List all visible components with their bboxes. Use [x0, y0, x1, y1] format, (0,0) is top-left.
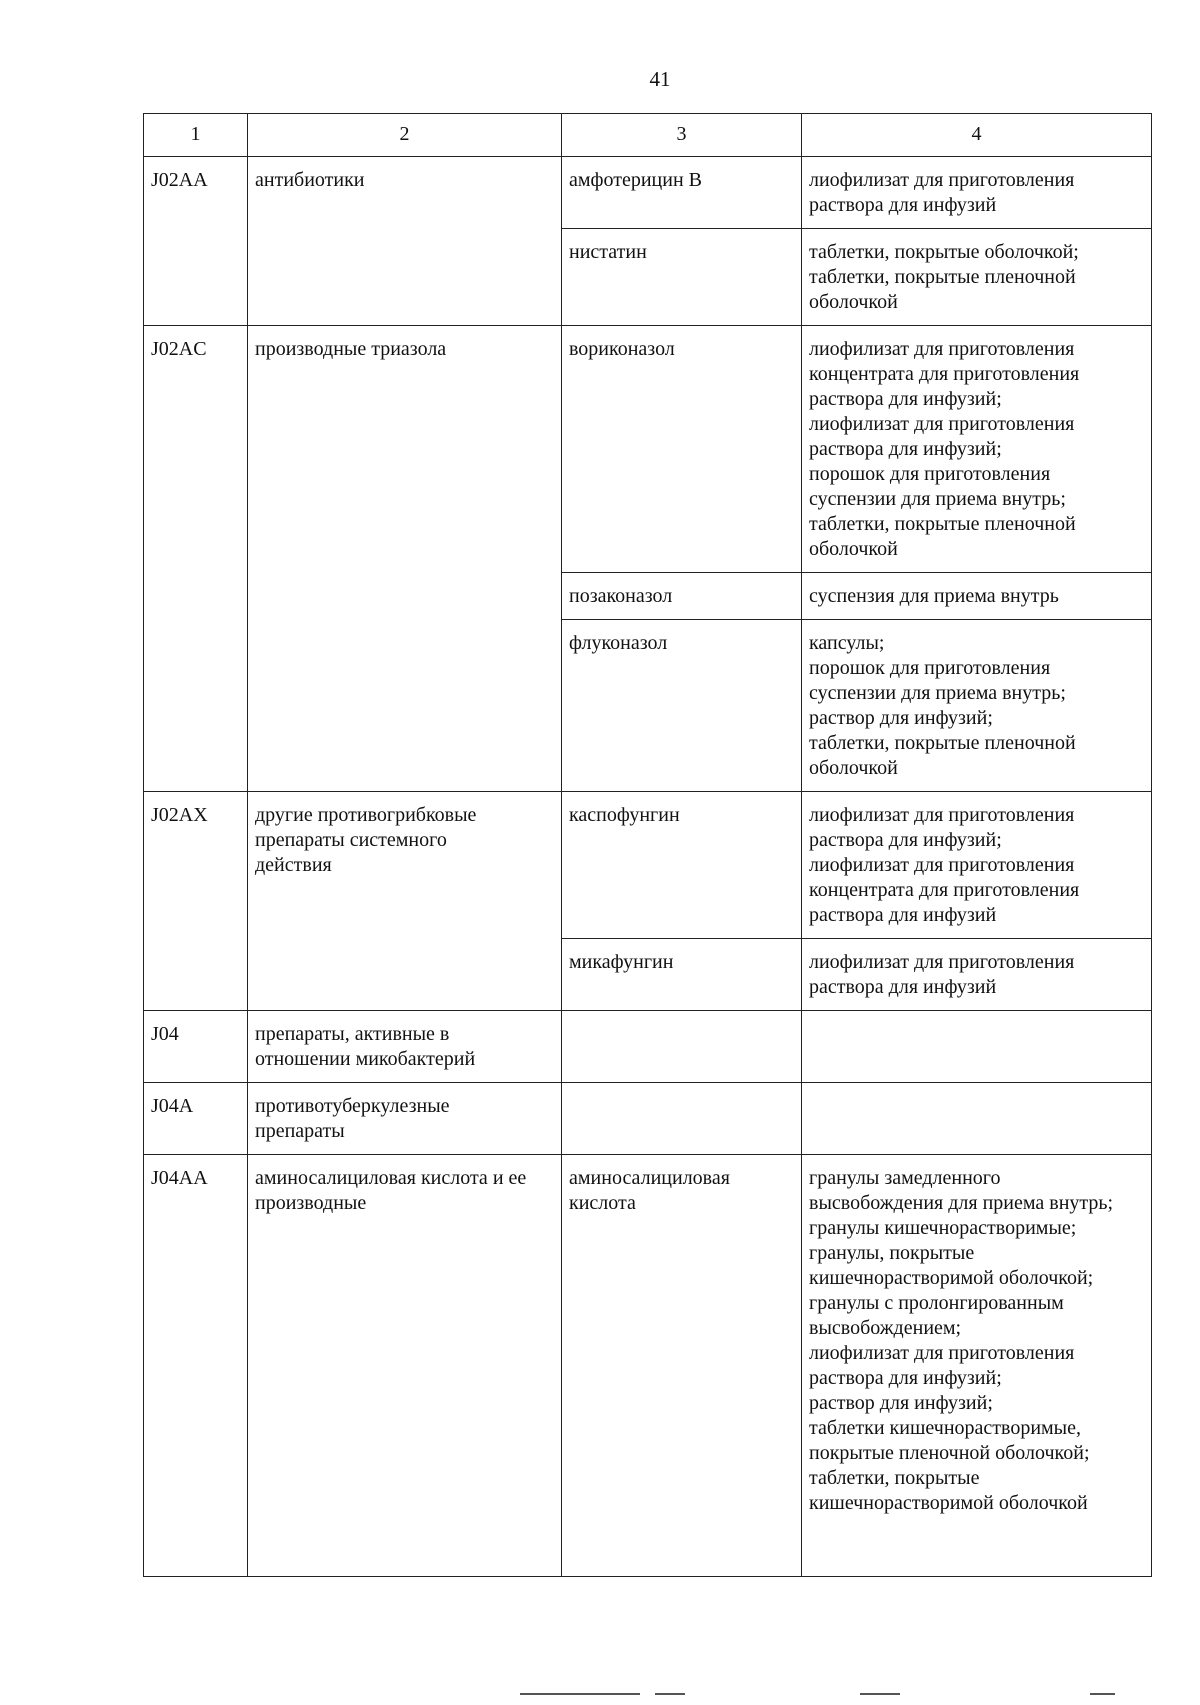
dosage-forms: таблетки, покрытые оболочкой; таблетки, покрытые пленочной оболочкой — [802, 229, 1152, 326]
atc-group-name: препараты, активные в отношении микобактерий — [248, 1011, 562, 1083]
scan-artifact-line — [860, 1693, 900, 1695]
drug-name: нистатин — [562, 229, 802, 326]
table-row — [144, 1011, 1152, 1083]
header-col-1: 1 — [144, 114, 248, 157]
dosage-forms — [802, 1011, 1152, 1083]
drug-name: аминосалициловая кислота — [562, 1155, 802, 1577]
dosage-forms: лиофилизат для приготовления раствора для инфузий — [802, 939, 1152, 1011]
drug-name — [562, 1083, 802, 1155]
atc-code: J02AC — [144, 326, 248, 792]
drug-name: каспофунгин — [562, 792, 802, 939]
scan-artifact-line — [655, 1693, 685, 1695]
dosage-forms — [802, 1083, 1152, 1155]
atc-code: J04A — [144, 1083, 248, 1155]
drug-table — [143, 113, 1152, 1577]
header-row — [144, 114, 1152, 157]
table-row — [144, 1155, 1152, 1577]
dosage-forms: капсулы; порошок для приготовления суспензии для приема внутрь; раствор для инфузий; таблетки, покрытые пленочной оболочкой — [802, 620, 1152, 792]
atc-group-name: противотуберкулезные препараты — [248, 1083, 562, 1155]
table-header — [144, 114, 1152, 157]
atc-code: J02AX — [144, 792, 248, 1011]
table-row — [144, 792, 1152, 939]
scan-artifact-line — [1090, 1693, 1115, 1695]
atc-group-name: аминосалициловая кислота и ее производные — [248, 1155, 562, 1577]
page-number: 41 — [649, 67, 671, 91]
dosage-forms: лиофилизат для приготовления раствора для инфузий; лиофилизат для приготовления концентрата для приготовления раствора для инфузий — [802, 792, 1152, 939]
dosage-forms: лиофилизат для приготовления концентрата для приготовления раствора для инфузий; лиофилизат для приготовления раствора для инфузий; порошок для приготовления суспензии для приема внутрь; таблетки, покрытые пленочной оболочкой — [802, 326, 1152, 573]
atc-code: J02AA — [144, 157, 248, 326]
dosage-forms: суспензия для приема внутрь — [802, 573, 1152, 620]
scan-artifact-line — [520, 1693, 640, 1695]
drug-name — [562, 1011, 802, 1083]
atc-code: J04 — [144, 1011, 248, 1083]
drug-name: микафунгин — [562, 939, 802, 1011]
atc-group-name: другие противогрибковые препараты системного действия — [248, 792, 562, 1011]
header-col-3: 3 — [562, 114, 802, 157]
atc-group-name: антибиотики — [248, 157, 562, 326]
drug-name: флуконазол — [562, 620, 802, 792]
atc-group-name: производные триазола — [248, 326, 562, 792]
header-col-4: 4 — [802, 114, 1152, 157]
dosage-forms: лиофилизат для приготовления раствора для инфузий — [802, 157, 1152, 229]
drug-name: позаконазол — [562, 573, 802, 620]
table-row — [144, 1083, 1152, 1155]
table-row — [144, 326, 1152, 573]
table-body — [144, 157, 1152, 1577]
table-row — [144, 157, 1152, 229]
dosage-forms: гранулы замедленного высвобождения для приема внутрь; гранулы кишечнорастворимые; гранулы, покрытые кишечнорастворимой оболочкой; гранулы с пролонгированным высвобождением; лиофилизат для приготовления раствора для инфузий; раствор для инфузий; таблетки кишечнорастворимые, покрытые пленочной оболочкой; таблетки, покрытые кишечнорастворимой оболочкой — [802, 1155, 1152, 1577]
atc-code: J04AA — [144, 1155, 248, 1577]
drug-name: амфотерицин В — [562, 157, 802, 229]
drug-name: вориконазол — [562, 326, 802, 573]
header-col-2: 2 — [248, 114, 562, 157]
